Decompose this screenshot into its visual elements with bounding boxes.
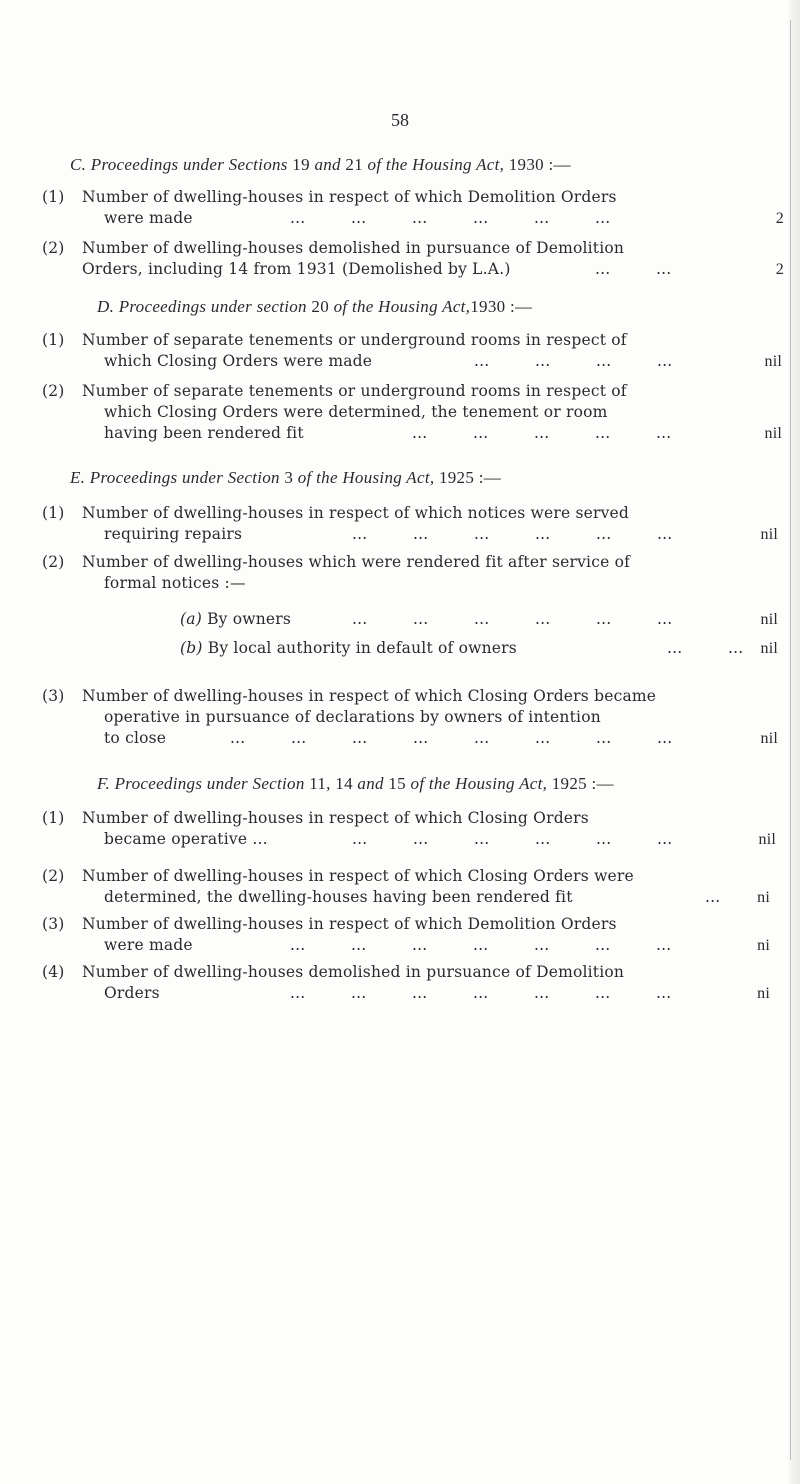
document-page: 58 C. Proceedings under Sections 19 and 21 of the Housing Act, 1930 :— (1) Number of dwelling-houses in respect of which Demolition Orders were made ... ... ... ... ... ... 2 (2) Number of dwelling-houses demolished in pursuance of Demolition Orders, including 14 from 1931 (Demolished by L.A.) ... ... 2 D. Proceedings under section 20 of the Housing Act,1930 :— (1) Number of separate tenements or underground rooms in respect of which Closing Orders were made ... ... ... ... nil (2) Number of separate tenements or underground rooms in respect of which Closing Orders were determined, the tenement or room having been rendered fit ... ... ... ... ... nil E. Proceedings under Section 3 of the Housing Act, 1925 :— (1) Number of dwelling-houses in respect of which notices were served requiring repairs ... ... ... ... ... ... nil (2) Number of dwelling-houses which were rendered fit after service of formal notices :— (a) By owners ... ... ... ... ... ... nil (b) By local authority in default of owners ... ... nil (3) Number of dwelling-houses in respect of which Closing Orders became operative in pursuance of declarations by owners of intention to close ... ... ... ... ... ... ... ... nil F. Proceedings under Section 11, 14 and 15 of the Housing Act, 1925 :— (1) Number of dwelling-houses in respect of which Closing Orders became operative ... ... ... ... ... ... ... nil (2) Number of dwelling-houses in respect of which Closing Orders were determined, the dwelling-houses having been rendered fit ... ni (3) Number of dwelling-houses in respect of which Demolition Orders were made ... ... ... ... ... ... ... ni (4) Number of dwelling-houses demolished in pursuance of Demolition Orders ... ... ... ... ... ... ... ni (0, 0, 800, 1484)
value: nil (760, 611, 778, 628)
leader-dots: ... ... (595, 260, 672, 278)
section-f-heading: F. Proceedings under Section 11, 14 and 15 of the Housing Act, 1925 :— (97, 774, 614, 793)
value: 2 (775, 261, 784, 278)
section-c-heading: C. Proceedings under Sections 19 and 21 of the Housing Act, 1930 :— (70, 155, 571, 174)
value: 2 (775, 210, 784, 227)
leader-dots: ... ... ... ... ... ... ... (290, 984, 672, 1002)
value: nil (760, 730, 778, 747)
leader-dots: ... ... ... ... (474, 352, 673, 370)
page-edge-line (790, 20, 791, 1460)
value: nil (760, 526, 778, 543)
leader-dots: ... ... ... ... ... (412, 424, 672, 442)
leader-dots: ... (705, 888, 721, 906)
value: ni (757, 937, 770, 954)
section-d-heading: D. Proceedings under section 20 of the Housing Act,1930 :— (97, 297, 533, 316)
leader-dots: ... ... ... ... ... ... (290, 209, 611, 227)
value: ni (757, 889, 770, 906)
leader-dots: ... ... ... ... ... ... (352, 610, 673, 628)
value: ni (757, 985, 770, 1002)
page-number: 58 (391, 110, 409, 130)
leader-dots: ... ... ... ... ... ... (352, 525, 673, 543)
value: nil (760, 640, 778, 657)
value: nil (758, 831, 776, 848)
leader-dots: ... ... ... ... ... ... (352, 830, 673, 848)
value: nil (764, 425, 782, 442)
leader-dots: ... ... ... ... ... ... ... ... (230, 729, 673, 747)
value: nil (764, 353, 782, 370)
leader-dots: ... ... ... ... ... ... ... (290, 936, 672, 954)
leader-dots: ... ... (667, 639, 744, 657)
page-edge-shadow (786, 0, 800, 1484)
section-e-heading: E. Proceedings under Section 3 of the Housing Act, 1925 :— (70, 468, 502, 487)
